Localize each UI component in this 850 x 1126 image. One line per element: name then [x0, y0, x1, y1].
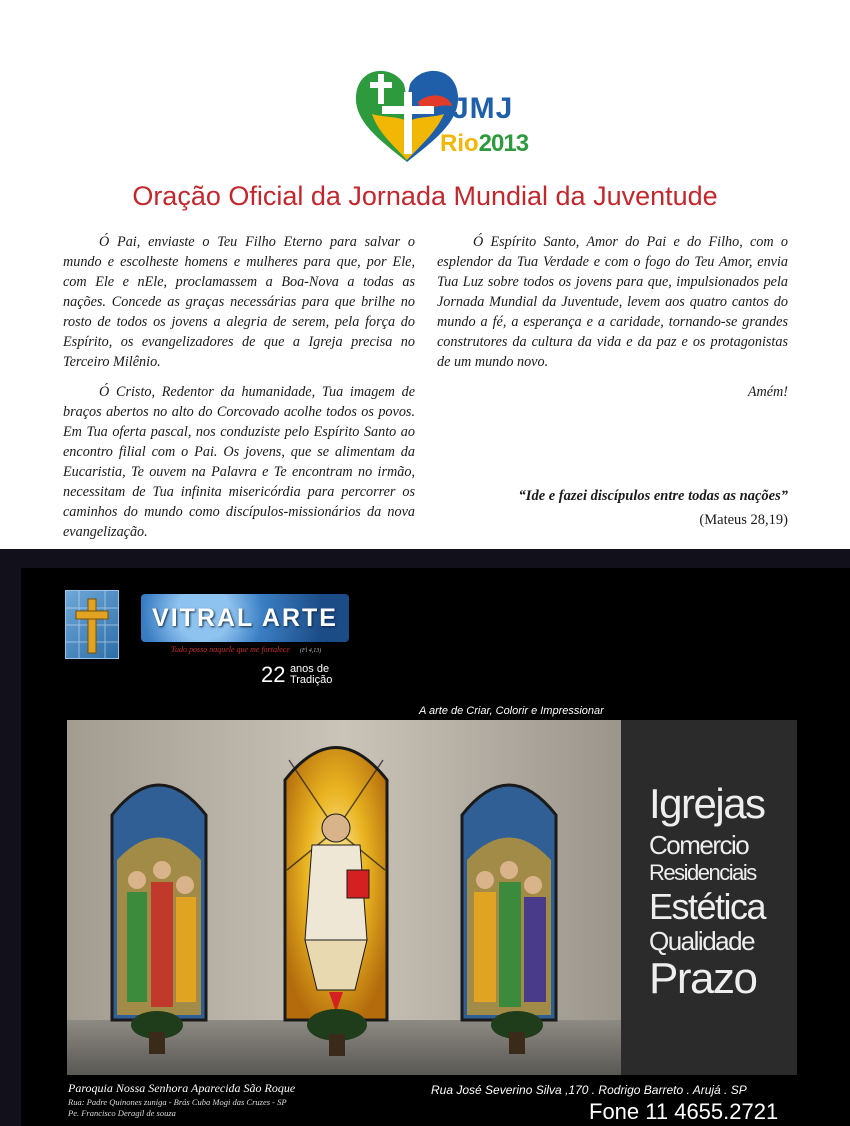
parish-address: Rua: Padre Quinones zuniga - Brás Cuba Mogi das Cruzes - SP [68, 1097, 287, 1107]
prayer-amen: Amém! [747, 384, 788, 400]
parish-name: Paroquia Nossa Senhora Aparecida São Roque [68, 1081, 296, 1095]
services-panel [621, 720, 797, 1075]
page-title: Oração Oficial da Jornada Mundial da Juventude [132, 181, 718, 211]
ad-tagline: A arte de Criar, Colorir e Impressionar [419, 705, 604, 717]
prayer-paragraph-christ: Ó Cristo, Redentor da humanidade, Tua imagem de braços abertos no alto do Corcovado acolhe todos os povos. Em Tua oferta pascal, nos conduziste pelo Espírito Santo ao encontro filial com o Pai. Os jovens, que se alimentam da Eucaristia, Te ouvem na Palavra e Te encontram no irmão, necessitam de Tua infinita misericórdia para percorrer os caminhos do mundo como discípulos-missionários da nova evangelização. [63, 384, 415, 540]
service-estetica: Estética [649, 886, 766, 927]
vitral-arte-advertisement [0, 549, 850, 1126]
logo-jmj-text: JMJ [452, 92, 514, 125]
company-address: Rua José Severino Silva ,170 . Rodrigo Barreto . Arujá . SP [431, 1083, 747, 1097]
prayer-paragraph-spirit: Ó Espírito Santo, Amor do Pai e do Filho, com o esplendor da Tua Verdade e com o fogo do Teu Amor, envia Tua Luz sobre todos os jovens para que, impulsionados pela Jornada Mundial da Juventude, levem aos quatro cantos do mundo a fé, a esperança e a caridade, tornando-se grandes construtores da cultura da vida e da paz e os protagonistas de um mundo novo. [437, 234, 788, 370]
company-phone: Fone 11 4655.2721 [589, 1099, 779, 1124]
logo-year: 2013 [478, 130, 529, 157]
prayer-paragraph-father: Ó Pai, enviaste o Teu Filho Eterno para salvar o mundo e escolheste homens e mulheres para que, por Ele, com Ele e nEle, proclamassem a Boa-Nova a todas as nações. Concede as graças necessárias para que brilhe no rosto de todos os jovens a alegria de serem, pela força do Espírito, os evangelizadores de que a Igreja precisa no Terceiro Milênio. [63, 234, 415, 370]
years-number: 22 [261, 662, 286, 687]
years-of-tradition [261, 662, 332, 688]
service-qualidade: Qualidade [649, 926, 755, 956]
years-label-line1: anos de [289, 663, 330, 675]
stained-glass-cross-icon [65, 590, 119, 659]
years-label [290, 664, 332, 686]
bible-quote: “Ide e fazei discípulos entre todas as nações” [518, 488, 788, 504]
motto-reference: (Fl 4,13) [299, 648, 322, 654]
brand-name: VITRAL ARTE [152, 604, 338, 632]
service-comercio: Comercio [649, 830, 749, 860]
vitral-arte-banner [141, 594, 349, 642]
logo-rio-text [440, 130, 528, 158]
service-residenciais: Residenciais [649, 860, 756, 885]
ad-panel [21, 568, 850, 1126]
motto-text: Tudo posso naquele que me fortalece [171, 645, 290, 654]
bible-reference: (Mateus 28,19) [699, 512, 788, 528]
service-prazo: Prazo [649, 954, 757, 1003]
parish-credit [68, 1081, 295, 1118]
parish-priest: Pe. Francisco Deragil de souza [68, 1108, 176, 1118]
years-label-line2: Tradição [289, 674, 333, 686]
brand-motto [171, 645, 391, 654]
prayer-left-column [63, 232, 415, 552]
service-igrejas: Igrejas [649, 780, 765, 827]
church-stained-glass-photo [67, 720, 622, 1075]
logo-rio-word: Rio [440, 130, 479, 157]
prayer-right-column [437, 232, 788, 412]
